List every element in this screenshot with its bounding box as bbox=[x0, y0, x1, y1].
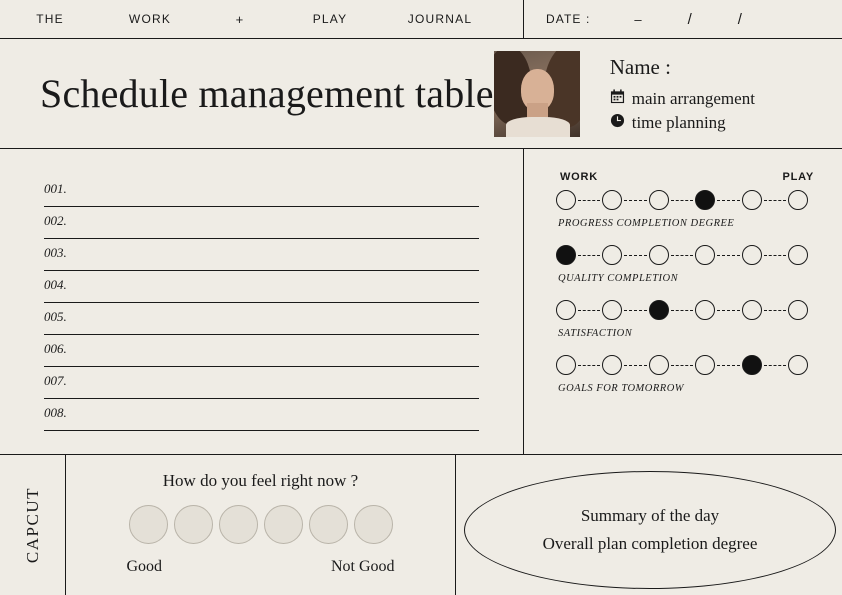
rating-connector bbox=[624, 310, 646, 311]
mood-scale[interactable] bbox=[66, 505, 455, 544]
nav-item-play[interactable]: PLAY bbox=[312, 12, 348, 26]
rating-dot[interactable] bbox=[602, 245, 622, 265]
rating-connector bbox=[578, 200, 600, 201]
mood-section bbox=[66, 455, 456, 595]
rating-dot[interactable] bbox=[556, 355, 576, 375]
summary-line-2: Overall plan completion degree bbox=[542, 534, 758, 553]
brand-label: CAPCUT bbox=[22, 486, 42, 564]
task-row[interactable] bbox=[44, 239, 479, 271]
summary-ellipse[interactable] bbox=[464, 471, 836, 589]
date-dash: – bbox=[634, 11, 642, 27]
task-number: 002. bbox=[44, 213, 67, 228]
task-number: 003. bbox=[44, 245, 67, 260]
meta-row-main-arrangement bbox=[610, 89, 842, 109]
rating-dot-selected[interactable] bbox=[695, 190, 715, 210]
name-block bbox=[580, 55, 842, 133]
rating-dot[interactable] bbox=[695, 245, 715, 265]
rating-dot[interactable] bbox=[742, 190, 762, 210]
task-row[interactable] bbox=[44, 399, 479, 431]
rating-connector bbox=[764, 255, 786, 256]
rating-connector bbox=[764, 365, 786, 366]
rating-dot[interactable] bbox=[556, 190, 576, 210]
name-label: Name : bbox=[609, 54, 671, 79]
mood-dot[interactable] bbox=[219, 505, 258, 544]
rating-connector bbox=[624, 255, 646, 256]
summary-section bbox=[456, 455, 842, 595]
task-number: 004. bbox=[44, 277, 67, 292]
rating-dot[interactable] bbox=[649, 355, 669, 375]
portrait-photo bbox=[494, 51, 580, 137]
rating-connector bbox=[671, 365, 693, 366]
task-number: 008. bbox=[44, 405, 67, 420]
task-number: 005. bbox=[44, 309, 67, 324]
task-list bbox=[0, 149, 524, 454]
nav-item-journal[interactable]: JOURNAL bbox=[407, 12, 473, 26]
rating-panel bbox=[524, 149, 842, 454]
rating-dot[interactable] bbox=[602, 190, 622, 210]
rating-label-goals: GOALS FOR TOMORROW bbox=[558, 383, 685, 394]
summary-line-1: Summary of the day bbox=[580, 506, 720, 525]
calendar-icon bbox=[610, 89, 632, 109]
rating-dot[interactable] bbox=[742, 300, 762, 320]
rating-connector bbox=[717, 200, 739, 201]
rating-connector bbox=[717, 255, 739, 256]
rating-dot-selected[interactable] bbox=[556, 245, 576, 265]
rating-dot[interactable] bbox=[788, 300, 808, 320]
nav-item-work[interactable]: WORK bbox=[128, 12, 172, 26]
meta-label-main-arrangement: main arrangement bbox=[631, 88, 755, 108]
rating-connector bbox=[717, 365, 739, 366]
rating-connector bbox=[624, 200, 646, 201]
portrait-body bbox=[506, 117, 570, 137]
mood-legend bbox=[127, 558, 395, 576]
top-navigation bbox=[0, 0, 524, 38]
mood-dot[interactable] bbox=[129, 505, 168, 544]
rating-dot[interactable] bbox=[788, 245, 808, 265]
mood-dot[interactable] bbox=[174, 505, 213, 544]
page-title: Schedule management table bbox=[40, 71, 494, 116]
date-label: DATE : bbox=[546, 12, 591, 26]
rating-dots-progress[interactable] bbox=[556, 190, 808, 210]
mood-legend-not-good: Not Good bbox=[330, 558, 395, 575]
rating-dots-goals[interactable] bbox=[556, 355, 808, 375]
rating-dot-selected[interactable] bbox=[649, 300, 669, 320]
brand-watermark bbox=[0, 455, 66, 595]
rating-connector bbox=[717, 310, 739, 311]
rating-connector bbox=[764, 310, 786, 311]
task-row[interactable] bbox=[44, 271, 479, 303]
rating-dot[interactable] bbox=[742, 245, 762, 265]
rating-connector bbox=[578, 365, 600, 366]
rating-label-quality: QUALITY COMPLETION bbox=[558, 273, 679, 284]
rating-scale-header bbox=[556, 171, 818, 183]
rating-header-left: WORK bbox=[560, 171, 599, 183]
clock-icon bbox=[610, 113, 632, 133]
date-separator-2: / bbox=[737, 10, 742, 28]
rating-dot[interactable] bbox=[695, 355, 715, 375]
date-field-group[interactable] bbox=[524, 0, 842, 38]
task-number: 006. bbox=[44, 341, 67, 356]
rating-label-satisfaction: SATISFACTION bbox=[558, 328, 633, 339]
rating-dots-satisfaction[interactable] bbox=[556, 300, 808, 320]
date-separator-1: / bbox=[687, 10, 692, 28]
task-row[interactable] bbox=[44, 175, 479, 207]
task-row[interactable] bbox=[44, 335, 479, 367]
rating-label-progress: PROGRESS COMPLETION DEGREE bbox=[558, 218, 735, 229]
rating-connector bbox=[671, 200, 693, 201]
rating-dot-selected[interactable] bbox=[742, 355, 762, 375]
meta-row-time-planning bbox=[610, 113, 842, 133]
mood-dot[interactable] bbox=[354, 505, 393, 544]
nav-item-plus[interactable]: + bbox=[235, 11, 245, 27]
mood-question: How do you feel right now ? bbox=[162, 471, 359, 490]
rating-connector bbox=[764, 200, 786, 201]
rating-dot[interactable] bbox=[788, 190, 808, 210]
main-content bbox=[0, 149, 842, 455]
mood-dot[interactable] bbox=[309, 505, 348, 544]
nav-item-the[interactable]: THE bbox=[36, 12, 64, 26]
rating-connector bbox=[671, 310, 693, 311]
rating-dot[interactable] bbox=[695, 300, 715, 320]
rating-dot[interactable] bbox=[649, 245, 669, 265]
rating-connector bbox=[624, 365, 646, 366]
mood-legend-good: Good bbox=[126, 558, 163, 575]
task-row[interactable] bbox=[44, 367, 479, 399]
rating-connector bbox=[671, 255, 693, 256]
task-row[interactable] bbox=[44, 303, 479, 335]
rating-dots-quality[interactable] bbox=[556, 245, 808, 265]
rating-connector bbox=[578, 255, 600, 256]
rating-dot[interactable] bbox=[602, 355, 622, 375]
footer bbox=[0, 455, 842, 595]
task-number: 007. bbox=[44, 373, 67, 388]
meta-label-time-planning: time planning bbox=[631, 112, 726, 132]
rating-dot[interactable] bbox=[556, 300, 576, 320]
rating-dot[interactable] bbox=[788, 355, 808, 375]
rating-connector bbox=[578, 310, 600, 311]
rating-dot[interactable] bbox=[602, 300, 622, 320]
mood-dot[interactable] bbox=[264, 505, 303, 544]
task-row[interactable] bbox=[44, 207, 479, 239]
header-band bbox=[0, 39, 842, 149]
top-bar bbox=[0, 0, 842, 39]
rating-dot[interactable] bbox=[649, 190, 669, 210]
task-number: 001. bbox=[44, 181, 67, 196]
rating-header-right: PLAY bbox=[782, 171, 814, 183]
